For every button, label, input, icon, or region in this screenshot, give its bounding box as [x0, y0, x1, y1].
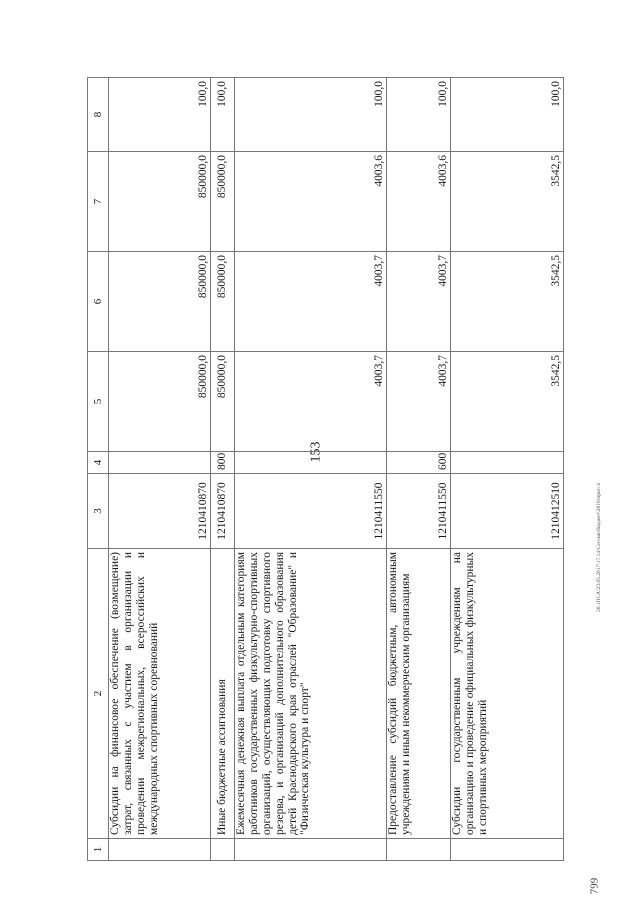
item-name: Ежемесячная денежная выплата отдельным категориям работников государственных физкультурно-спортивных организаций, осуществляющих подготовку спортивного резерва, и организаций дополнительного образования детей Краснодарского края отраслей "Образование" и "Физическая культура и спорт" [235, 549, 387, 839]
value-cell: 3542,5 [451, 352, 564, 452]
value-cell: 4003,6 [387, 152, 451, 252]
percent-cell: 100,0 [235, 78, 387, 152]
vr-cell [235, 452, 387, 474]
table-row [211, 78, 235, 861]
code-cell: 1210411550 [387, 474, 451, 549]
vr-cell: 600 [387, 452, 451, 474]
value-cell: 4003,7 [235, 352, 387, 452]
item-name: Субсидии государственным учреждениям на организацию и проведение официальных физкультурных и спортивных мероприятий [451, 549, 564, 839]
table-row [387, 78, 451, 861]
row-number-cell [387, 839, 451, 861]
row-number-cell [235, 839, 387, 861]
column-number: 1 [88, 839, 109, 861]
column-number-row [88, 78, 109, 861]
column-number: 7 [88, 152, 109, 252]
value-cell: 4003,7 [387, 252, 451, 352]
percent-cell: 100,0 [387, 78, 451, 152]
page-number: 153 [308, 441, 324, 463]
item-name: Предоставление субсидий бюджетным, автономным учреждениям и иным некоммерческим организациям [387, 549, 451, 839]
value-cell: 850000,0 [211, 252, 235, 352]
column-number: 2 [88, 549, 109, 839]
column-number: 6 [88, 252, 109, 352]
percent-cell: 100,0 [211, 78, 235, 152]
code-cell: 1210410870 [109, 474, 211, 549]
percent-cell: 100,0 [109, 78, 211, 152]
value-cell: 850000,0 [211, 352, 235, 452]
footer-file-path: 20.1ПСА\23.05.2017\17.14\Сессии\бюджет\2016\прил 4 [596, 483, 602, 612]
code-cell: 1210410870 [211, 474, 235, 549]
row-number-cell [109, 839, 211, 861]
value-cell: 850000,0 [109, 252, 211, 352]
row-number-cell [451, 839, 564, 861]
budget-table [87, 77, 564, 861]
value-cell: 3542,5 [451, 252, 564, 352]
table-row [109, 78, 211, 861]
vr-cell: 800 [211, 452, 235, 474]
code-cell: 1210412510 [451, 474, 564, 549]
value-cell: 850000,0 [109, 152, 211, 252]
column-number: 8 [88, 78, 109, 152]
column-number: 3 [88, 474, 109, 549]
table-row [235, 78, 387, 861]
value-cell: 4003,6 [235, 152, 387, 252]
value-cell: 3542,5 [451, 152, 564, 252]
table-row [451, 78, 564, 861]
value-cell: 4003,7 [235, 252, 387, 352]
vr-cell [109, 452, 211, 474]
value-cell: 4003,7 [387, 352, 451, 452]
item-name: Иные бюджетные ассигнования [211, 549, 235, 839]
value-cell: 850000,0 [109, 352, 211, 452]
percent-cell: 100,0 [451, 78, 564, 152]
rotated-table-container [87, 78, 562, 861]
column-number: 4 [88, 452, 109, 474]
row-number-cell [211, 839, 235, 861]
corner-number: 799 [588, 877, 601, 895]
value-cell: 850000,0 [211, 152, 235, 252]
item-name: Субсидии на финансовое обеспечение (возмещение) затрат, связанных с участием в организации и проведении межрегиональных, всероссийских и международных спортивных соревнований [109, 549, 211, 839]
column-number: 5 [88, 352, 109, 452]
vr-cell [451, 452, 564, 474]
code-cell: 1210411550 [235, 474, 387, 549]
